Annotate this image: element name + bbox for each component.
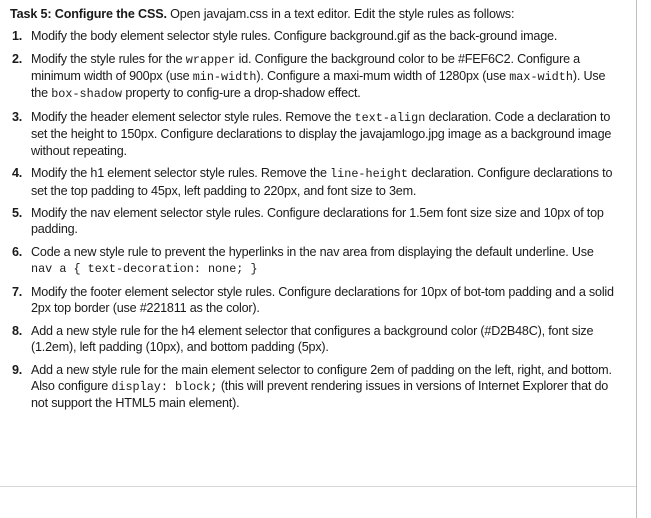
task-intro: Open javajam.css in a text editor. Edit the style rules as follows: [166,7,515,21]
step-number: 3. [12,109,23,124]
step-text: declaration. Configure declarations to set the top padding to 45px, left padding to 220px, and font size to 3em. [31,166,613,198]
step-text: property to config-ure a drop-shadow effect. [122,86,361,101]
step-number: 7. [12,284,23,299]
step-text: (this will prevent rendering issues in versions of Internet Explorer that do not support the HTML5 main element). [31,379,609,411]
step-item [10,284,618,317]
page-right-border [636,0,637,518]
step-item [10,244,618,278]
step-number: 4. [12,166,23,181]
step-text: ). Configure a maxi-mum width of 1280px (use [256,68,510,83]
step-text: Modify the header element selector style rules. Remove the [31,109,355,124]
step-item [10,205,618,238]
step-item [10,323,618,356]
code-snippet: wrapper [185,52,236,67]
step-number: 6. [12,244,23,259]
step-number: 2. [12,51,23,66]
code-snippet: line-height [330,167,408,182]
steps-list [10,28,618,412]
step-item [10,28,618,44]
step-item [10,362,618,412]
step-item [10,165,618,199]
task-heading [10,6,618,22]
page-bottom-divider [0,486,636,487]
step-text: Modify the body element selector style rules. Configure background.gif as the back-ground image. [31,29,558,43]
step-text: Modify the h1 element selector style rules. Remove the [31,166,331,181]
step-text: ). Use the [31,68,606,101]
step-text: Modify the style rules for the [31,51,186,66]
step-text: Add a new style rule for the h4 element selector that configures a background color (#D2B48C), font size (1.2em), left padding (10px), and bottom padding (5px). [31,323,594,355]
step-item [10,51,618,103]
step-number: 5. [12,206,23,221]
step-text: id. Configure the background color to be #FEF6C2. Configure a minimum width of 900px (use [31,51,580,83]
step-text: Modify the nav element selector style rules. Configure declarations for 1.5em font size size and 10px of top padding. [31,206,604,237]
code-snippet: max-width [509,69,573,84]
step-text: Modify the footer element selector style rules. Configure declarations for 10px of bot-tom padding and a solid 2px top border (use #221811 as the color). [31,284,614,316]
task-label: Task 5: Configure the CSS. [10,7,167,21]
code-snippet: nav a { text-decoration: none; } [31,262,258,277]
code-snippet: text-align [354,110,426,125]
code-snippet: min-width [192,69,257,84]
step-text: declaration. Code a declaration to set the height to 150px. Configure declarations to display the javajamlogo.jpg image as a background image without repeating. [31,109,612,158]
code-snippet: box-shadow [51,87,123,102]
step-number: 8. [12,323,23,338]
code-snippet: display: block; [111,380,218,395]
step-number: 9. [12,362,23,377]
step-number: 1. [12,29,23,43]
step-text: Code a new style rule to prevent the hyperlinks in the nav area from displaying the default underline. Use [31,244,594,259]
step-text: Add a new style rule for the main element selector to configure 2em of padding on the left, right, and bottom. Also configure [31,362,612,394]
step-item [10,109,618,159]
